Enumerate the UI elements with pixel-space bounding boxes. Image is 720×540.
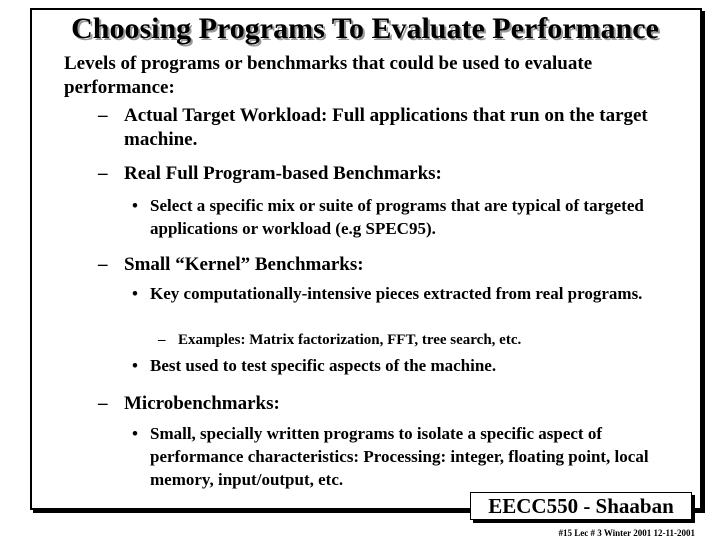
slide-footer: #15 Lec # 3 Winter 2001 12-11-2001 bbox=[558, 528, 695, 538]
bullet-marker: • bbox=[132, 196, 138, 215]
bullet-marker: • bbox=[132, 356, 138, 375]
bullet-marker: • bbox=[132, 424, 138, 443]
course-badge: EECC550 - Shaaban bbox=[470, 492, 692, 520]
sub-list-item-text: Key computationally-intensive pieces extracted from real programs. bbox=[150, 284, 643, 303]
dash-marker: – bbox=[158, 332, 166, 348]
list-item-text: Small “Kernel” Benchmarks: bbox=[124, 254, 364, 275]
slide-title: Choosing Programs To Evaluate Performance bbox=[71, 12, 659, 45]
list-item-text: Microbenchmarks: bbox=[124, 393, 280, 414]
dash-marker: – bbox=[98, 254, 108, 275]
sub-sub-list-item-text: Examples: Matrix factorization, FFT, tree search, etc. bbox=[178, 332, 522, 348]
intro-text: Levels of programs or benchmarks that could be used to evaluate performance: bbox=[64, 53, 593, 98]
dash-marker: – bbox=[98, 105, 108, 126]
sub-list-item-text: Small, specially written programs to isolate a specific aspect of performance characteristics: Processing: integer, floating point, local memory, input/output, etc. bbox=[150, 424, 649, 489]
dash-marker: – bbox=[98, 163, 108, 184]
dash-marker: – bbox=[98, 393, 108, 414]
sub-list-item-text: Best used to test specific aspects of the machine. bbox=[150, 356, 497, 375]
sub-list-item-text: Select a specific mix or suite of programs that are typical of targeted applications or workload (e.g SPEC95). bbox=[150, 196, 644, 238]
bullet-marker: • bbox=[132, 284, 138, 303]
list-item-text: Actual Target Workload: Full applications that run on the target machine. bbox=[124, 105, 648, 150]
list-item-text: Real Full Program-based Benchmarks: bbox=[124, 163, 442, 184]
